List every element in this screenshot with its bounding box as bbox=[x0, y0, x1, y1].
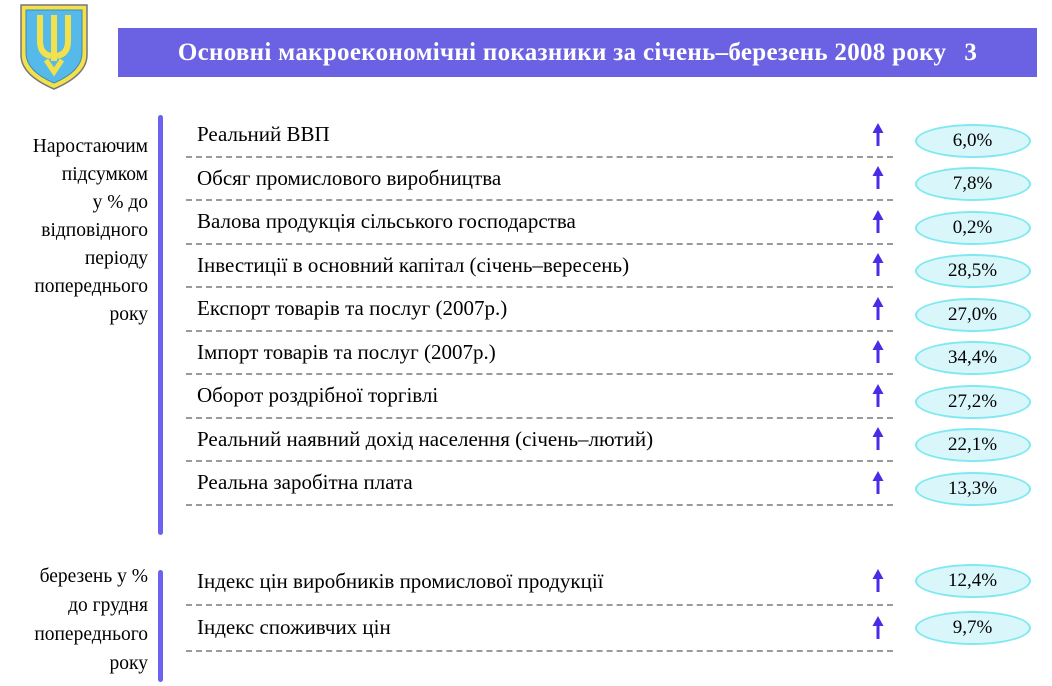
value-text: 6,0% bbox=[952, 129, 993, 151]
indicator-row bbox=[186, 375, 1052, 419]
indicator-line bbox=[186, 158, 893, 202]
value-badge bbox=[915, 254, 1031, 288]
value-badge bbox=[915, 211, 1031, 245]
indicator-label: Валова продукція сільського господарства bbox=[197, 209, 576, 234]
indicator-row bbox=[186, 288, 1052, 332]
value-badge bbox=[915, 428, 1031, 462]
indicator-label: Імпорт товарів та послуг (2007р.) bbox=[197, 339, 496, 364]
indicator-label: Реальний ВВП bbox=[197, 122, 330, 147]
value-badge bbox=[915, 564, 1031, 598]
value-badge bbox=[915, 167, 1031, 201]
value-badge bbox=[915, 385, 1031, 419]
up-arrow-icon bbox=[871, 471, 885, 495]
up-arrow-icon bbox=[871, 210, 885, 234]
indicator-label: Експорт товарів та послуг (2007р.) bbox=[197, 296, 508, 321]
indicator-line bbox=[186, 288, 893, 332]
section1-rows bbox=[186, 114, 1052, 506]
indicator-line bbox=[186, 201, 893, 245]
up-arrow-icon bbox=[871, 427, 885, 451]
value-badge-col bbox=[893, 332, 1052, 376]
indicator-row bbox=[186, 201, 1052, 245]
up-arrow-icon bbox=[871, 569, 885, 593]
indicator-row bbox=[186, 559, 1052, 606]
value-text: 28,5% bbox=[947, 260, 998, 282]
value-text: 9,7% bbox=[952, 616, 993, 638]
indicator-row bbox=[186, 158, 1052, 202]
indicator-label: Інвестиції в основний капітал (січень–вересень) bbox=[197, 252, 630, 277]
ukraine-trident-emblem bbox=[18, 3, 90, 96]
slide-title-bar bbox=[118, 28, 1037, 77]
value-badge-col bbox=[893, 288, 1052, 332]
up-arrow-icon bbox=[871, 616, 885, 640]
value-text: 0,2% bbox=[952, 216, 993, 238]
up-arrow-icon bbox=[871, 340, 885, 364]
value-badge bbox=[915, 298, 1031, 332]
slide-title: Основні макроекономічні показники за січень–березень 2008 року bbox=[177, 38, 947, 66]
value-badge-col bbox=[893, 559, 1052, 606]
value-badge bbox=[915, 611, 1031, 645]
value-badge-col bbox=[893, 606, 1052, 653]
value-text: 13,3% bbox=[947, 477, 998, 499]
indicator-line bbox=[186, 606, 893, 653]
indicator-row bbox=[186, 606, 1052, 653]
indicator-label: Індекс цін виробників промислової продукції bbox=[197, 568, 604, 593]
page-number: 3 bbox=[964, 38, 978, 66]
value-badge bbox=[915, 341, 1031, 375]
trident-icon bbox=[18, 3, 90, 91]
indicator-line bbox=[186, 375, 893, 419]
up-arrow-icon bbox=[871, 384, 885, 408]
indicator-row bbox=[186, 332, 1052, 376]
indicator-label: Реальна заробітна плата bbox=[197, 470, 413, 495]
value-badge-col bbox=[893, 158, 1052, 202]
section2-rows bbox=[186, 559, 1052, 652]
indicator-label: Індекс споживчих цін bbox=[197, 615, 391, 640]
value-badge bbox=[915, 124, 1031, 158]
indicator-row bbox=[186, 419, 1052, 463]
indicator-line bbox=[186, 114, 893, 158]
value-badge-col bbox=[893, 462, 1052, 506]
up-arrow-icon bbox=[871, 166, 885, 190]
indicator-row bbox=[186, 462, 1052, 506]
value-text: 22,1% bbox=[947, 434, 998, 456]
up-arrow-icon bbox=[871, 253, 885, 277]
up-arrow-icon bbox=[871, 123, 885, 147]
indicator-line bbox=[186, 332, 893, 376]
value-text: 27,0% bbox=[947, 303, 998, 325]
indicator-line bbox=[186, 245, 893, 289]
indicator-label: Обсяг промислового виробництва bbox=[197, 165, 502, 190]
indicator-line bbox=[186, 419, 893, 463]
section1-side-label: Наростаючим підсумком у % до відповідного періоду попереднього року bbox=[32, 136, 148, 325]
value-text: 27,2% bbox=[947, 390, 998, 412]
indicator-line bbox=[186, 559, 893, 606]
indicator-label: Реальний наявний дохід населення (січень–лютий) bbox=[197, 426, 654, 451]
indicator-line bbox=[186, 462, 893, 506]
value-text: 34,4% bbox=[947, 347, 998, 369]
value-badge bbox=[915, 472, 1031, 506]
section2-accent-line bbox=[158, 570, 163, 682]
value-text: 12,4% bbox=[947, 570, 998, 592]
up-arrow-icon bbox=[871, 297, 885, 321]
indicator-label: Оборот роздрібної торгівлі bbox=[197, 383, 439, 408]
indicator-row bbox=[186, 245, 1052, 289]
section2-side-label: березень у % до грудня попереднього року bbox=[34, 566, 148, 674]
indicator-row bbox=[186, 114, 1052, 158]
value-badge-col bbox=[893, 375, 1052, 419]
value-badge-col bbox=[893, 114, 1052, 158]
value-badge-col bbox=[893, 419, 1052, 463]
value-text: 7,8% bbox=[952, 173, 993, 195]
section1-accent-line bbox=[158, 115, 163, 535]
value-badge-col bbox=[893, 245, 1052, 289]
value-badge-col bbox=[893, 201, 1052, 245]
